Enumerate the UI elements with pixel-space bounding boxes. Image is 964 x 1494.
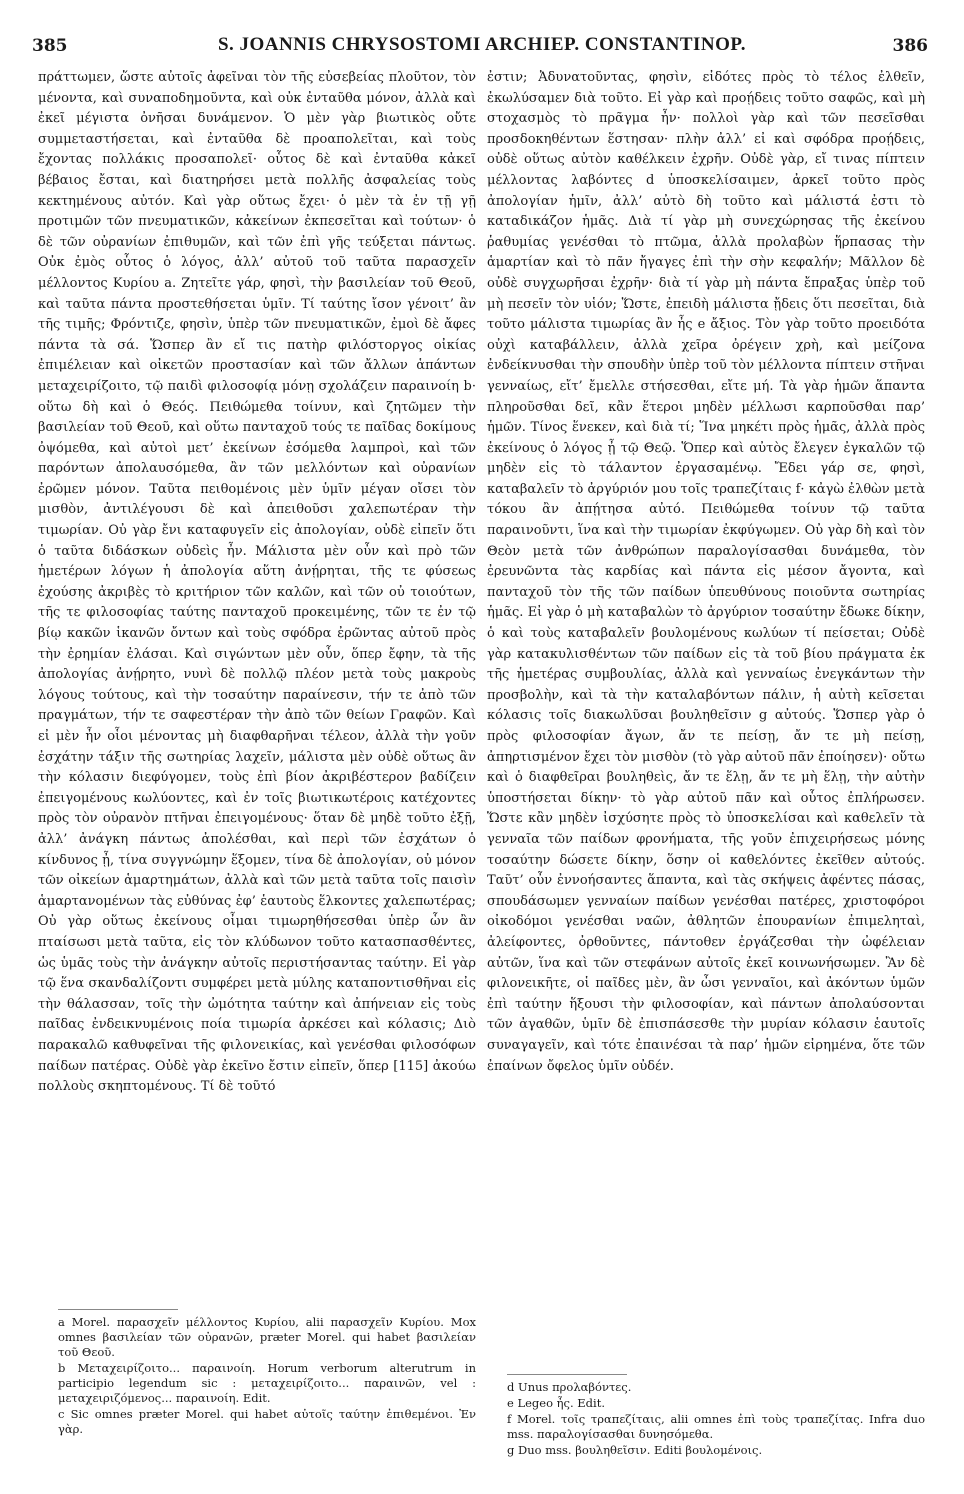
page-header xyxy=(30,32,934,62)
footnotes-left xyxy=(58,1315,476,1438)
footnote: a Morel. παρασχεῖν μέλλοντος Κυρίου, alii παρασχεῖν Κυρίου. Mox omnes βασιλείαν τῶν οὐρανῶν, præter Morel. qui habet βασιλείαν τοῦ Θεοῦ. xyxy=(58,1315,476,1359)
page-number-left: 385 xyxy=(32,36,68,56)
right-column xyxy=(487,68,925,1300)
left-column-text: πράττωμεν, ὥστε αὐτοῖς ἀφεῖναι τὸν τῆς εὐσεβείας πλοῦτον, τὸν μένοντα, καὶ συναποδημοῦντα, καὶ οὐκ ἐνταῦθα μόνον, ἀλλὰ καὶ ἐκεῖ μέγιστα ὀνῆσαι δυνάμενον. Ὁ μὲν γὰρ βιωτικὸς οὔτε συμμεταστήσεται, καὶ ἐνταῦθα δὲ προαπολεῖται, καὶ τοὺς ἔχοντας πολλάκις προσαπολεῖ· οὗτος δὲ καὶ ἐνταῦθα κἀκεῖ βέβαιος ἔσται, καὶ διατηρήσει μετὰ πολλῆς ἀσφαλείας τοὺς κεκτημένους αὐτόν. Καὶ γὰρ οὕτως ἔχει· ὁ μὲν τὰ ἐν τῇ γῇ προτιμῶν τῶν πνευματικῶν, κἀκείνων ἐκπεσεῖται καὶ τούτων· ὁ δὲ τῶν οὐρανίων ἐπιθυμῶν, καὶ τῶν ἐπὶ γῆς τεύξεται πάντως. Οὐκ ἐμὸς οὗτος ὁ λόγος, ἀλλ’ αὐτοῦ τοῦ ταῦτα παρασχεῖν μέλλοντος Κυρίου a. Ζητεῖτε γάρ, φησὶ, τὴν βασιλείαν τοῦ Θεοῦ, καὶ ταῦτα πάντα προστεθήσεται ὑμῖν. Τί ταύτης ἴσον γένοιτ’ ἂν τῆς τιμῆς; Φρόντιζε, φησὶν, ὑπὲρ τῶν πνευματικῶν, ἐμοὶ δὲ ἄφες πάντα τὰ σά. Ὥσπερ ἂν εἴ τις πατὴρ φιλόστοργος οἰκίας ἐπιμέλειαν καὶ οἰκετῶν προστασίαν καὶ τῶν ἄλλων ἁπάντων μεταχειρίζοιτο, τῷ παιδὶ φιλοσοφίᾳ μόνῃ σχολάζειν παραινοίη b· οὕτω δὴ καὶ ὁ Θεός. Πειθώμεθα τοίνυν, καὶ ζητῶμεν τὴν βασιλείαν τοῦ Θεοῦ, καὶ οὕτω πανταχοῦ τούς τε παῖδας δοκίμους ὀψόμεθα, καὶ αὐτοὶ μετ’ ἐκείνων ἐσόμεθα λαμπροὶ, καὶ τῶν παρόντων ἀπολαυσόμεθα, ἂν τῶν μελλόντων καὶ οὐρανίων ἐρῶμεν μόνον. Ταῦτα πειθομένοις μὲν ὑμῖν μέγαν οἴσει τὸν μισθὸν, ἀντιλέγουσι δὲ καὶ ἀπειθοῦσι χαλεπωτέραν τὴν τιμωρίαν. Οὐ γὰρ ἔνι καταφυγεῖν εἰς ἀπολογίαν, οὐδὲ εἰπεῖν ὅτι ὁ ταῦτα διδάσκων οὐδεὶς ἦν. Μάλιστα μὲν οὖν καὶ πρὸ τῶν ἡμετέρων λόγων ἡ ἀπολογία αὕτη ἀνῄρηται, τῆς τε φύσεως ἐχούσης ἀκριβὲς τὸ κριτήριον τῶν καλῶν, καὶ τῶν οὐ τοιούτων, τῆς τε φιλοσοφίας ταύτης πανταχοῦ προκειμένης, τῶν τε ἐν τῷ βίῳ κακῶν ἱκανῶν ὄντων καὶ τοὺς σφόδρα ἐρῶντας αὐτοῦ πρὸς τὴν ἐρημίαν ἐλάσαι. Καὶ σιγώντων μὲν οὖν, ὅπερ ἔφην, τὰ τῆς ἀπολογίας ἀνῄρητο, νυνὶ δὲ πολλῷ πλέον μετὰ τοὺς μακροὺς λόγους τούτους, καὶ τὴν τοσαύτην παραίνεσιν, τήν τε ἀπὸ τῶν πραγμάτων, τήν τε σαφεστέραν τὴν ἀπὸ τῶν θείων Γραφῶν. Καὶ εἰ μὲν ἦν οἷοι μένοντας μὴ διαφθαρῆναι τέλεον, ἀλλὰ τὴν γοῦν ἐσχάτην τάξιν τῆς σωτηρίας λαχεῖν, μάλιστα μὲν οὐδὲ οὕτως ἂν τὴν κόλασιν διεφύγομεν, τοὺς ἐπὶ βίον ἀκριβέστερον βαδίζειν ἐπειγομένους κωλύοντες, καὶ ἐν τοῖς βιωτικωτέροις κατέχοντες πρὸς τὸν οὐρανὸν πτῆναι ἐπειγομένους· ὅταν δὲ μηδὲ τοῦτο ἐξῇ, ἀλλ’ ἀνάγκη πάντως ἀπολέσθαι, καὶ περὶ τῶν ἐσχάτων ὁ κίνδυνος ᾖ, τίνα συγγνώμην ἕξομεν, τίνα δὲ ἀπολογίαν, οὐ μόνον τῶν οἰκείων ἁμαρτημάτων, ἀλλὰ καὶ τῶν μετὰ ταῦτα τοῖς παισὶν ἁμαρτανομένων τὰς εὐθύνας ἐφ’ ἑαυτοὺς ἕλκοντες χαλεπωτέρας; Οὐ γὰρ οὕτως ἐκείνους οἶμαι τιμωρηθήσεσθαι ὑπὲρ ὧν ἂν πταίσωσι μετὰ ταῦτα, εἰς τὸν κλύδωνον τοῦτο κατασπασθέντες, ὡς ὑμᾶς τοὺς τὴν ἀνάγκην αὐτοῖς περιστήσαντας ταύτην. Εἰ γὰρ τῷ ἕνα σκανδαλίζοντι συμφέρει μετὰ μύλης καταποντισθῆναι εἰς τὴν θάλασσαν, τοῖς τὴν ὠμότητα ταύτην καὶ ἀπήνειαν εἰς τοὺς παῖδας ἐνδεικνυμένοις ποία τιμωρία ἀρκέσει καὶ κόλασις; Διὸ παρακαλῶ καθυφεῖναι τῆς φιλονεικίας, καὶ γενέσθαι φιλοσόφων παίδων πατέρας. Οὐδὲ γὰρ ἐκεῖνο ἔστιν εἰπεῖν, ὅπερ [115] ἀκούω πολλοὺς σκηπτομένους. Τί δὲ τοῦτό xyxy=(38,70,476,1095)
footnote: f Morel. τοῖς τραπεζίταις, alii omnes ἐπὶ τοὺς τραπεζίτας. Infra duo mss. παραλογίσασθαι δυνησόμεθα. xyxy=(507,1412,925,1441)
footnote: d Unus προλαβόντες. xyxy=(507,1380,632,1394)
footnotes-right xyxy=(507,1380,925,1459)
running-title: S. JOANNIS CHRYSOSTOMI ARCHIEP. CONSTANTINOP. xyxy=(217,34,747,55)
left-column xyxy=(38,68,476,1300)
right-column-text: ἐστιν; Ἀδυνατοῦντας, φησὶν, εἰδότες πρὸς τὸ τέλος ἐλθεῖν, ἐκωλύσαμεν διὰ τοῦτο. Εἰ γὰρ καὶ προῄδεις τοῦτο σαφῶς, καὶ μὴ στοχασμὸς τὸ πρᾶγμα ἦν· πολλοὶ γὰρ καὶ τῶν πεσεῖσθαι προσδοκηθέντων ἕστησαν· πλὴν ἀλλ’ εἰ καὶ σφόδρα προῄδεις, οὐδὲ οὕτως αὐτὸν καθέλκειν ἐχρῆν. Οὐδὲ γὰρ, εἴ τινας πίπτειν μέλλοντας λαβόντες d ὑποσκελίσαιμεν, ἀρκεῖ τοῦτο πρὸς ἀπολογίαν ἡμῖν, ἀλλ’ αὐτὸ δὴ τοῦτο καὶ μάλιστά ἐστι τὸ καταδικάζον ἡμᾶς. Διὰ τί γὰρ μὴ συνεχώρησας τῆς ἐκείνου ῥαθυμίας γενέσθαι τὸ πτῶμα, ἀλλὰ προλαβὼν ἥρπασας τὴν ἁμαρτίαν καὶ τὸ πᾶν ἤγαγες ἐπὶ τὴν σὴν κεφαλήν; Μᾶλλον δὲ οὐδὲ συγχωρῆσαι ἐχρῆν· διὰ τί γὰρ μὴ πάντα ἔπραξας ὑπὲρ τοῦ μὴ πεσεῖν τὸν υἱόν; Ὥστε, ἐπειδὴ μάλιστα ᾔδεις ὅτι πεσεῖται, διὰ τοῦτο μάλιστα τιμωρίας ἂν ἦς e ἄξιος. Τὸν γὰρ τοῦτο προειδότα οὐχὶ καταβάλλειν, ἀλλὰ χεῖρα ὀρέγειν χρὴ, καὶ μείζονα ἐνδείκνυσθαι τὴν σπουδὴν ὑπὲρ τοῦ τὸν μέλλοντα πίπτειν στῆναι γενναίως, εἴτ’ ἔμελλε στήσεσθαι, εἴτε μή. Τὰ γὰρ ἡμῶν ἅπαντα πληροῦσθαι δεῖ, κἂν ἕτεροι μηδὲν μέλλωσι καρποῦσθαι παρ’ ἡμῶν. Τίνος ἕνεκεν, καὶ διὰ τί; Ἵνα μηκέτι πρὸς ἡμᾶς, ἀλλὰ πρὸς ἐκείνους ὁ λόγος ᾖ τῷ Θεῷ. Ὅπερ καὶ αὐτὸς ἔλεγεν ἐγκαλῶν τῷ μηδὲν εἰς τὸ τάλαντον ἐργασαμένῳ. Ἔδει γάρ σε, φησὶ, καταβαλεῖν τὸ ἀργύριόν μου τοῖς τραπεζίταις f· κἀγὼ ἐλθὼν μετὰ τόκου ἂν ἀπῄτησα αὐτό. Πειθώμεθα τοίνυν τῷ ταῦτα παραινοῦντι, ἵνα καὶ τὴν τιμωρίαν ἐκφύγωμεν. Οὐ γὰρ δὴ καὶ τὸν Θεὸν μετὰ τῶν ἀνθρώπων παραλογίσασθαι δυνάμεθα, τὸν ἐρευνῶντα τὰς καρδίας καὶ πάντα εἰς μέσον ἄγοντα, καὶ πανταχοῦ τὸν τῆς τῶν παίδων ὑπευθύνους ποιοῦντα σωτηρίας ἡμᾶς. Εἰ γὰρ ὁ μὴ καταβαλὼν τὸ ἀργύριον τοσαύτην ἔδωκε δίκην, ὁ καὶ τοὺς καταβαλεῖν βουλομένους κωλύων τί πείσεται; Οὐδὲ γὰρ κατακυλισθέντων τῶν παίδων εἰς τὰ τοῦ βίου πράγματα ἐκ τῆς ἡμετέρας συμβουλίας, ἀλλὰ καὶ γενναίως ἐνεγκάντων τὴν προσβολὴν, καὶ τὰ τὴν καταλαβόντων πάλιν, ἡ αὐτὴ κεῖσεται κόλασις τοῖς διακωλῦσαι βουληθεῖσιν g αὐτούς. Ὥσπερ γὰρ ὁ πρὸς φιλοσοφίαν ἄγων, ἄν τε πείσῃ, ἄν τε μὴ πείσῃ, ἀπηρτισμένον ἔχει τὸν μισθὸν (τὸ γὰρ αὐτοῦ πᾶν ἐποίησεν)· οὕτω καὶ ὁ διαφθεῖραι βουληθεὶς, ἄν τε ἕλῃ, ἄν τε μὴ ἕλῃ, τὴν αὐτὴν ὑποστήσεται δίκην· τὸ γὰρ αὐτοῦ πᾶν καὶ οὗτος ἐπλήρωσεν. Ὥστε κἂν μηδὲν ἰσχύσητε πρὸς τὸ ὑποσκελίσαι καὶ καθελεῖν τὰ γενναῖα τῶν παίδων φρονήματα, τῆς γοῦν ἐπιχειρήσεως μόνης τοσαύτην δώσετε δίκην, ὅσην οἱ καθελόντες ἐκεῖθεν αὐτούς. Ταῦτ’ οὖν ἐννοήσαντες ἅπαντα, καὶ τὰς σκήψεις ἀφέντες πάσας, σπουδάσωμεν γενναίων παίδων γενέσθαι πατέρες, χριστοφόροι οἰκοδόμοι γενέσθαι ναῶν, ἀθλητῶν ἐπουρανίων ἐπιμεληταὶ, ἀλείφοντες, ὀρθοῦντες, πάντοθεν ἐργάζεσθαι τὴν ὠφέλειαν αὐτῶν, ἵνα καὶ τῶν στεφάνων αὐτοῖς ἐκεῖ κοινωνήσωμεν. Ἂν δὲ φιλονεικῆτε, οἱ παῖδες μὲν, ἂν ὦσι γενναῖοι, καὶ ἀκόντων ὑμῶν ἐπὶ ταύτην ἥξουσι τὴν φιλοσοφίαν, καὶ πάντων ἀπολαύσονται τῶν ἀγαθῶν, ὑμῖν δὲ ἐπισπάσεσθε τὴν μυρίαν κόλασιν ἑαυτοῖς συναγαγεῖν, καὶ τότε ἐπαινέσαι τὰ παρ’ ἡμῶν εἰρημένα, ὅτε τῶν ἐπαίνων ὄφελος ὑμῖν οὐδέν. xyxy=(487,70,925,1074)
page-number-right: 386 xyxy=(892,36,928,56)
footnote: b Μεταχειρίζοιτο... παραινοίη. Horum verborum alterutrum in participio legendum sic : μεταχειρίζοιτο... παραινῶν, vel : μεταχειριζόμενος... παραινοίη. Edit. xyxy=(58,1361,476,1405)
footnote-rule-right xyxy=(507,1374,627,1375)
footnote-rule-left xyxy=(58,1309,178,1310)
footnote: e Legeo ἦς. Edit. xyxy=(507,1396,606,1410)
footnote: g Duo mss. βουληθεῖσιν. Editi βουλομένοις. xyxy=(507,1443,763,1457)
footnote: c Sic omnes præter Morel. qui habet αὐτοῖς ταύτην ἐπιθεμένοι. Ἐν γὰρ. xyxy=(58,1407,476,1436)
